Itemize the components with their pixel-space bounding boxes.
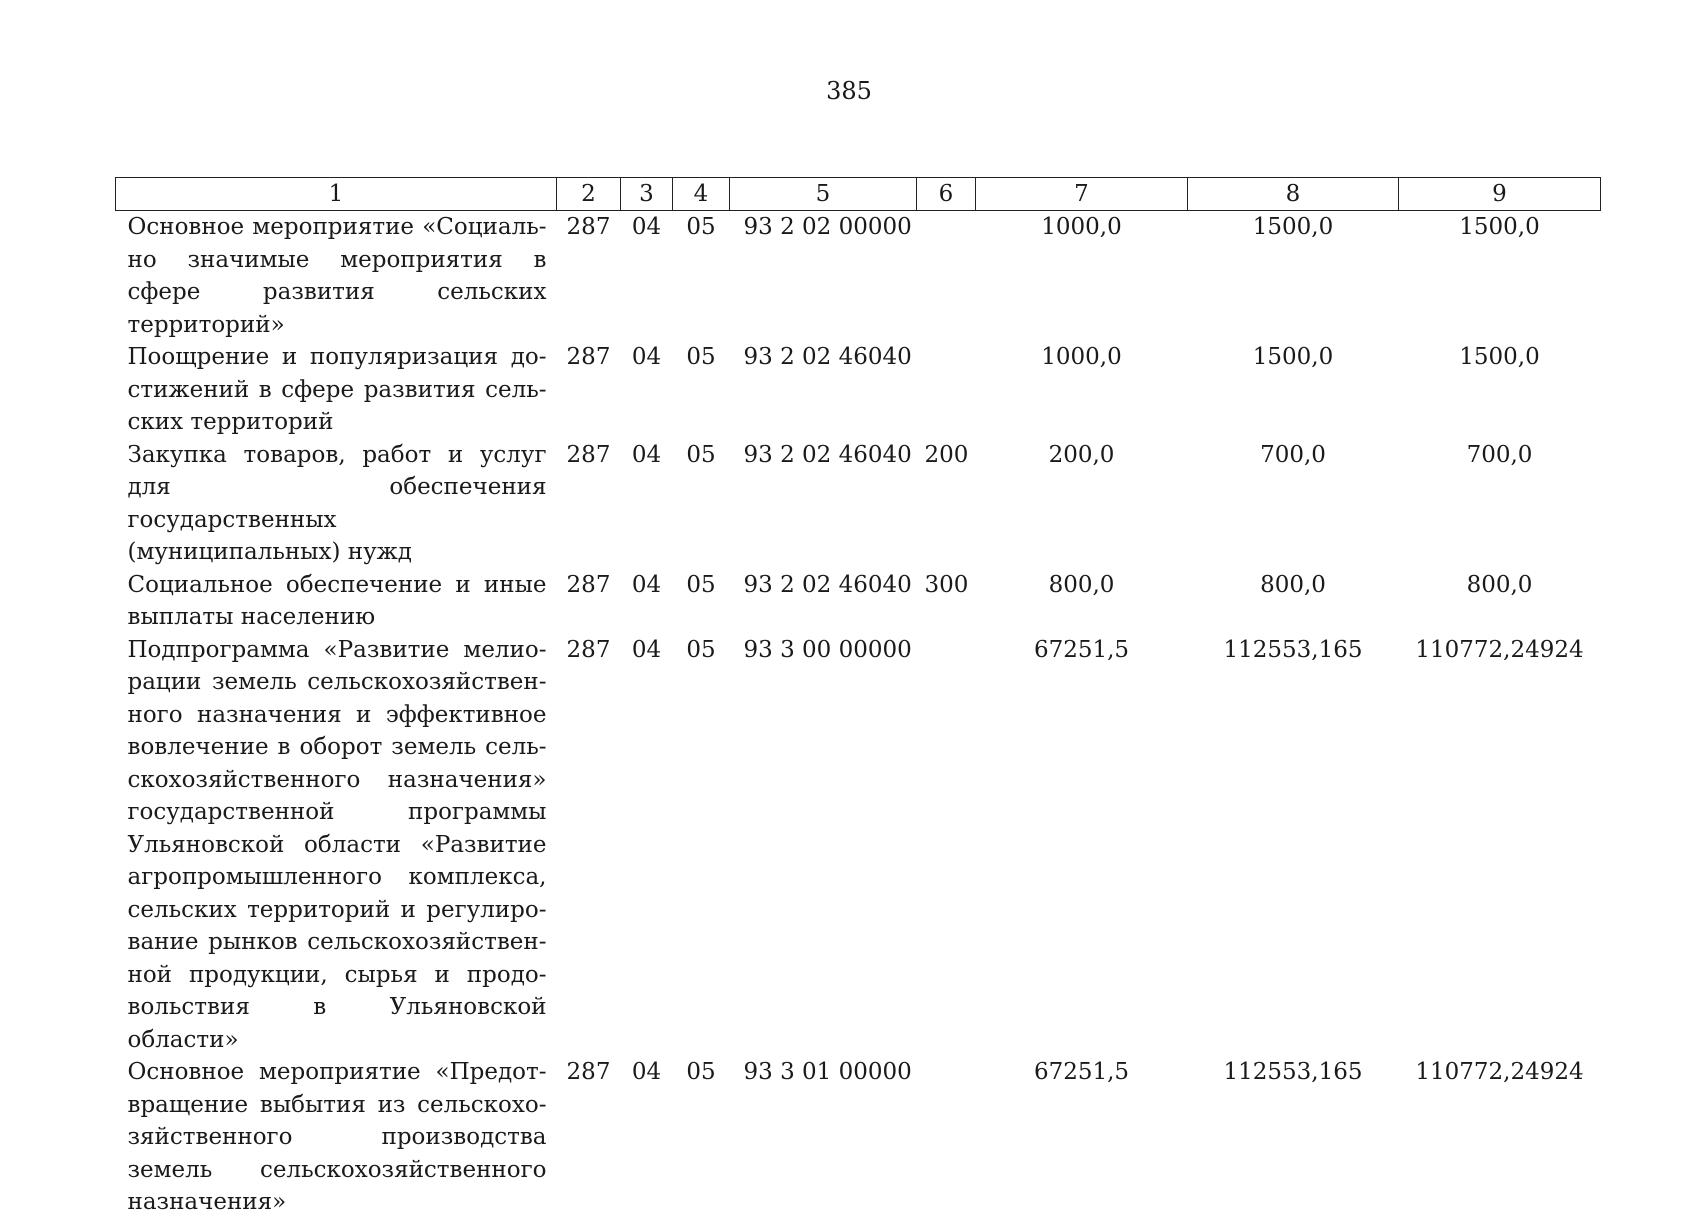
header-col-6: 6 <box>917 178 976 211</box>
header-col-7: 7 <box>976 178 1188 211</box>
table-row <box>116 439 1601 569</box>
row-amount-col8: 1500,0 <box>1252 214 1334 240</box>
table-row <box>116 341 1601 439</box>
table-row <box>116 634 1601 1057</box>
page-number: 385 <box>826 77 872 105</box>
row-section-code: 04 <box>631 636 662 663</box>
row-amount-col7: 67251,5 <box>1033 1059 1130 1085</box>
row-target-article: 93 3 01 00000 <box>743 1059 912 1085</box>
row-amount-col7: 67251,5 <box>1033 636 1130 663</box>
row-target-article: 93 2 02 46040 <box>743 441 912 468</box>
row-amount-col8: 112553,165 <box>1223 1059 1363 1085</box>
row-name: Подпрограмма «Развитие мелиорации земель сельскохозяйственного назначения и эффективное вовлечение в оборот земель сельскохозяйственного назначения» государственной программы Ульяновской области «Развитие агропромышленного комплекса, сельских территорий и регулирование рынков сельскохозяйственной продукции, сырья и продовольствия в Ульяновской области» <box>127 636 547 1053</box>
row-subsection-code: 05 <box>686 441 716 468</box>
row-subsection-code: 05 <box>686 344 716 370</box>
row-expense-type <box>917 634 976 1057</box>
row-ministry-code: 287 <box>566 571 611 598</box>
row-amount-col9: 1500,0 <box>1459 344 1540 370</box>
row-expense-type <box>917 211 976 342</box>
row-target-article: 93 2 02 46040 <box>743 344 912 370</box>
row-amount-col9: 110772,24924 <box>1415 636 1584 663</box>
row-subsection-code: 05 <box>686 636 716 663</box>
row-expense-type <box>917 1056 976 1219</box>
row-section-code: 04 <box>631 571 662 598</box>
row-ministry-code: 287 <box>566 636 611 663</box>
table-row <box>116 211 1601 342</box>
row-amount-col9: 800,0 <box>1466 571 1533 598</box>
row-expense-type <box>917 341 976 439</box>
row-section-code: 04 <box>631 344 662 370</box>
row-ministry-code: 287 <box>566 1059 611 1085</box>
row-ministry-code: 287 <box>566 441 611 468</box>
header-col-2: 2 <box>557 178 621 211</box>
row-subsection-code: 05 <box>686 214 716 240</box>
header-col-1: 1 <box>116 178 557 211</box>
row-amount-col8: 1500,0 <box>1252 344 1334 370</box>
row-amount-col7: 800,0 <box>1048 571 1115 598</box>
row-amount-col9: 1500,0 <box>1459 214 1540 240</box>
table-row <box>116 569 1601 634</box>
header-col-5: 5 <box>730 178 917 211</box>
header-col-3: 3 <box>621 178 673 211</box>
row-section-code: 04 <box>631 214 662 240</box>
row-ministry-code: 287 <box>566 344 611 370</box>
header-col-4: 4 <box>673 178 730 211</box>
row-ministry-code: 287 <box>566 214 611 240</box>
row-amount-col8: 112553,165 <box>1223 636 1363 663</box>
row-section-code: 04 <box>631 1059 662 1085</box>
row-name: Поощрение и популяризация достижений в сфере развития сельских территорий <box>127 344 547 435</box>
row-target-article: 93 2 02 46040 <box>743 571 912 598</box>
row-amount-col8: 700,0 <box>1260 441 1326 468</box>
row-amount-col7: 1000,0 <box>1041 214 1122 240</box>
row-amount-col7: 1000,0 <box>1041 344 1122 370</box>
row-amount-col9: 700,0 <box>1466 441 1533 468</box>
row-target-article: 93 2 02 00000 <box>743 214 912 240</box>
row-name: Закупка товаров, работ и услуг для обеспечения государственных (муниципальных) нужд <box>127 441 547 565</box>
row-name: Основное мероприятие «Предотвращение выбытия из сельскохозяйственного производства земель сельскохозяйственного назначения» <box>127 1059 547 1215</box>
header-col-8: 8 <box>1188 178 1399 211</box>
table-header-row <box>116 178 1601 211</box>
row-expense-type: 300 <box>924 571 969 598</box>
row-name: Основное мероприятие «Социально значимые мероприятия в сфере развития сельских территорий» <box>127 214 547 338</box>
row-amount-col8: 800,0 <box>1260 571 1326 598</box>
budget-table <box>115 177 1601 1219</box>
row-subsection-code: 05 <box>686 1059 716 1085</box>
header-col-9: 9 <box>1399 178 1601 211</box>
row-expense-type: 200 <box>924 441 969 468</box>
row-name: Социальное обеспечение и иные выплаты населению <box>127 571 547 630</box>
row-amount-col7: 200,0 <box>1048 441 1115 468</box>
row-amount-col9: 110772,24924 <box>1415 1059 1584 1085</box>
row-section-code: 04 <box>631 441 662 468</box>
row-target-article: 93 3 00 00000 <box>743 636 912 663</box>
table-row <box>116 1056 1601 1219</box>
row-subsection-code: 05 <box>686 571 716 598</box>
